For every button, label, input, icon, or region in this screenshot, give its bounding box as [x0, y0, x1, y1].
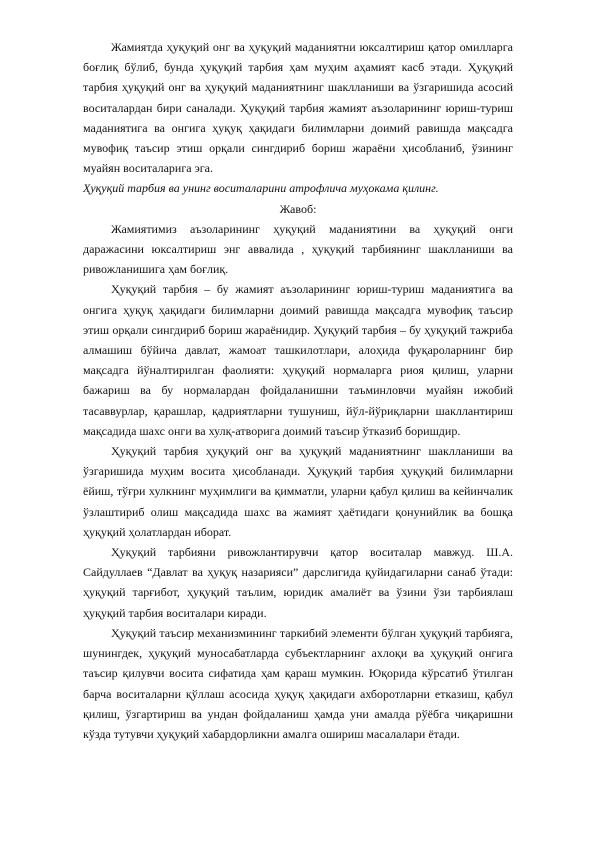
question-text: Ҳуқуқий тарбия ва унинг воситаларини атрофлича муҳокама қилинг.: [83, 181, 439, 196]
answer-paragraph-5: Ҳуқуқий таъсир механизмининг таркибий элементи бўлган ҳуқуқий тарбияга, шунингдек, ҳуқуқий муносабатларда субъектларнинг ахлоқи ва ҳуқуқий онгига таъсир қилувчи восита сифатида ҳам қараш мумкин. Юқорида кўрсатиб ўтилган барча воситаларни қўллаш асосида ҳуқуқ ҳақидаги ахборотларни етказиш, қабул қилиш, ўзгартириш ва ундан фойдаланиш ҳамда уни амалда рўёбга чиқаришни кўзда тутувчи ҳуқуқий хабардорликни амалга ошириш масалалари ётади.: [83, 625, 513, 741]
answer-paragraph-2: Ҳуқуқий тарбия – бу жамият аъзоларининг юриш-туриш маданиятига ва онгига ҳуқуқ ҳақидаги билимларни доимий равишда мақсадга мувофиқ таъсир этиш орқали сингдириб бориш жараёнидир. Ҳуқуқий тарбия – бу ҳуқуқий тажриба алмашиш бўйича давлат, жамоат ташкилотлари, алоҳида фуқароларнинг бир мақсадга йўналтирилган фаолияти: ҳуқуқий нормаларга риоя қилиш, уларни бажариш ва бу нормалардан фойдаланишни таъминловчи муайян ижобий тасаввурлар, қарашлар, қадриятларни тушуниш, йўл-йўриқларни шакллантириш мақсадида шахс онги ва хулқ-атворига доимий таъсир ўтказиб боришдир.: [83, 282, 513, 438]
answer-paragraph-1: Жамиятимиз аъзоларининг ҳуқуқий маданиятини ва ҳуқуқий онги даражасини юксалтириш энг аввалида , ҳуқуқий тарбиянинг шаклланиши ва ривожланишига ҳам боғлиқ.: [83, 221, 513, 277]
document-page: [83, 37, 513, 744]
answer-heading: Жавоб:: [279, 201, 317, 216]
answer-paragraph-3: Ҳуқуқий тарбия ҳуқуқий онг ва ҳуқуқий маданиятнинг шаклланиши ва ўзгаришида муҳим восита ҳисобланади. Ҳуқуқий тарбия ҳуқуқий билимларни ёйиш, тўғри хулкнинг муҳимлиги ва қимматли, уларни қабул қилиш ва кейинчалик ўзлаштириб олиш мақсадида шахс ва жамият ҳаётидаги қонунийлик ва бошқа ҳуқуқий ҳолатлардан иборат.: [83, 444, 513, 539]
answer-paragraph-4: Ҳуқуқий тарбияни ривожлантирувчи қатор воситалар мавжуд. Ш.А. Сайдуллаев “Давлат ва ҳуқуқ назарияси” дарслигида қуйидагиларни санаб ўтади: ҳуқуқий тарғибот, ҳуқуқий таълим, юридик амалиёт ва ўзини ўзи тарбиялаш ҳуқуқий тарбия воситалари киради.: [83, 545, 513, 620]
intro-paragraph: Жамиятда ҳуқуқий онг ва ҳуқуқий маданиятни юксалтириш қатор омилларга боғлиқ бўлиб, бунда ҳуқуқий тарбия ҳам муҳим аҳамият касб этади. Ҳуқуқий тарбия ҳуқуқий онг ва ҳуқуқий маданиятнинг шаклланиши ва ўзгаришида асосий воситалардан бири саналади. Ҳуқуқий тарбия жамият аъзоларининг юриш-туриш маданиятига ва онгига ҳуқуқ ҳақидаги билимларни доимий равишда мақсадга мувофиқ таъсир этиш орқали сингдириб бориш жараёни ҳисобланиб, ўзининг муайян воситаларига эга.: [83, 40, 513, 176]
